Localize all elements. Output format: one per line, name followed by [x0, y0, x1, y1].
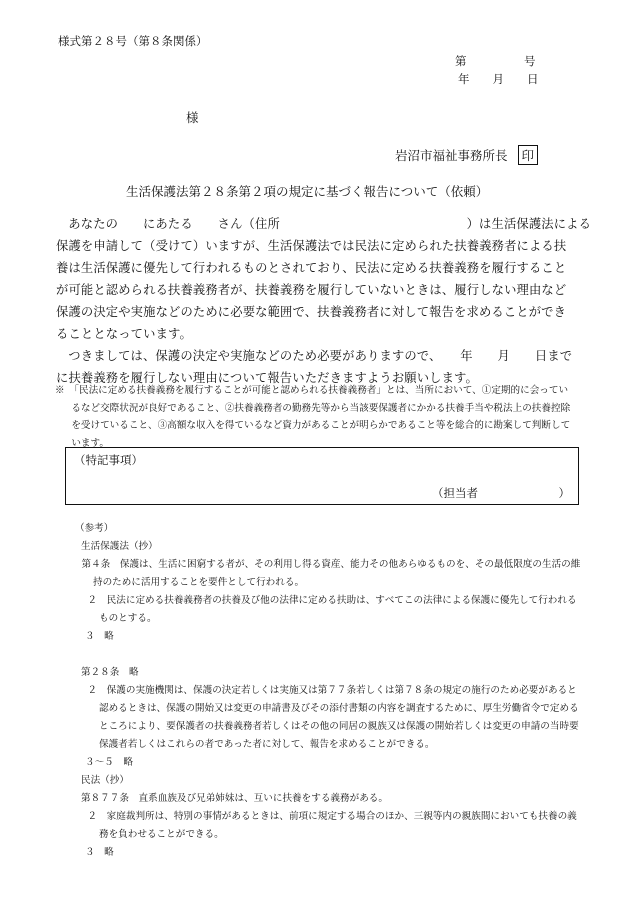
article-28-2: ２ 保護の実施機関は、保護の決定若しくは実施又は第７７条若しくは第７８条の規定の施行のため必要があると認めるときは、保護の開始又は変更の申請書及びその添付書類の内容を調査するために、厚生労働省令で定めるところにより、要保護者の扶養義務者若しくはその他の同居の親族又は保護の開始若しくは変更の申請の当時要保護者若しくはこれらの者であった者に対して、報告を求めることができる。	[87, 685, 579, 750]
article-4-3: ３ 略	[85, 631, 114, 642]
article-28: 第２８条 略	[81, 667, 139, 678]
note	[55, 382, 575, 452]
article-4-2: ２ 民法に定める扶養義務者の扶養及び他の法律に定める扶助は、すべてこの法律による保護に優先して行われるものとする。	[87, 595, 577, 624]
law2-title: 民法（抄）	[81, 775, 129, 786]
special-notes-label: （特記事項）	[74, 453, 143, 467]
special-notes-box	[65, 447, 579, 505]
article-877-2: ２ 家庭裁判所は、特別の事情があるときは、前項に規定する場合のほか、三親等内の親族間においても扶養の義務を負わせることができる。	[87, 811, 577, 840]
article-4: 第４条 保護は、生活に困窮する者が、その利用し得る資産、能力その他あらゆるものを、その最低限度の生活の維持のために活用することを要件として行われる。	[81, 559, 581, 588]
body-text	[56, 213, 592, 389]
seal-mark: 印	[518, 145, 539, 165]
article-877-3: ３ 略	[85, 847, 114, 858]
addressee-suffix: 様	[186, 110, 199, 125]
body-paragraph-1-first-line: あなたの にあたる さん（住所 ）は生活保護法による	[68, 217, 592, 231]
person-in-charge: （担当者 ）	[432, 486, 570, 500]
date-label: 年 月 日	[458, 72, 539, 86]
body-paragraph-1: 保護を申請して（受けて）いますが、生活保護法では民法に定められた扶養義務者による扶養は生活保護に優先して行われるものとされており、民法に定める扶養義務を履行することが可能と認められる扶養義務者が、扶養義務を履行していないときは、履行しない理由など保護の決定や実施などのために必要な範囲で、扶養義務者に対して報告を求めることができることとなっています。	[56, 239, 567, 341]
form-number: 様式第２８号（第８条関係）	[58, 34, 208, 48]
article-28-3-5: ３～５ 略	[85, 757, 133, 768]
body-paragraph-2: つきましては、保護の決定や実施などのため必要がありますので、 年 月 日までに扶養義務を履行しない理由について報告いただきますようお願いします。	[56, 349, 573, 385]
reference-heading: （参考）	[75, 523, 114, 534]
law1-title: 生活保護法（抄）	[81, 541, 158, 552]
note-text: ※ 「民法に定める扶養義務を履行することが可能と認められる扶養義務者」とは、当所において、①定期的に会っているなど交際状況が良好であること、②扶養義務者の勤務先等から当該要保護者にかかる扶養手当や税法上の扶養控除を受けていること、③高額な収入を得ているなど資力があることが明らかであること等を総合的に勘案して判断しています。	[55, 385, 571, 449]
document-title: 生活保護法第２８条第２項の規定に基づく報告について（依頼）	[126, 184, 489, 199]
sender	[395, 145, 538, 165]
article-877: 第８７７条 直系血族及び兄弟姉妹は、互いに扶養をする義務がある。	[81, 793, 388, 804]
sender-name: 岩沼市福祉事務所長	[395, 148, 508, 163]
document-number-label: 第 号	[455, 54, 536, 68]
reference-section	[75, 520, 585, 862]
